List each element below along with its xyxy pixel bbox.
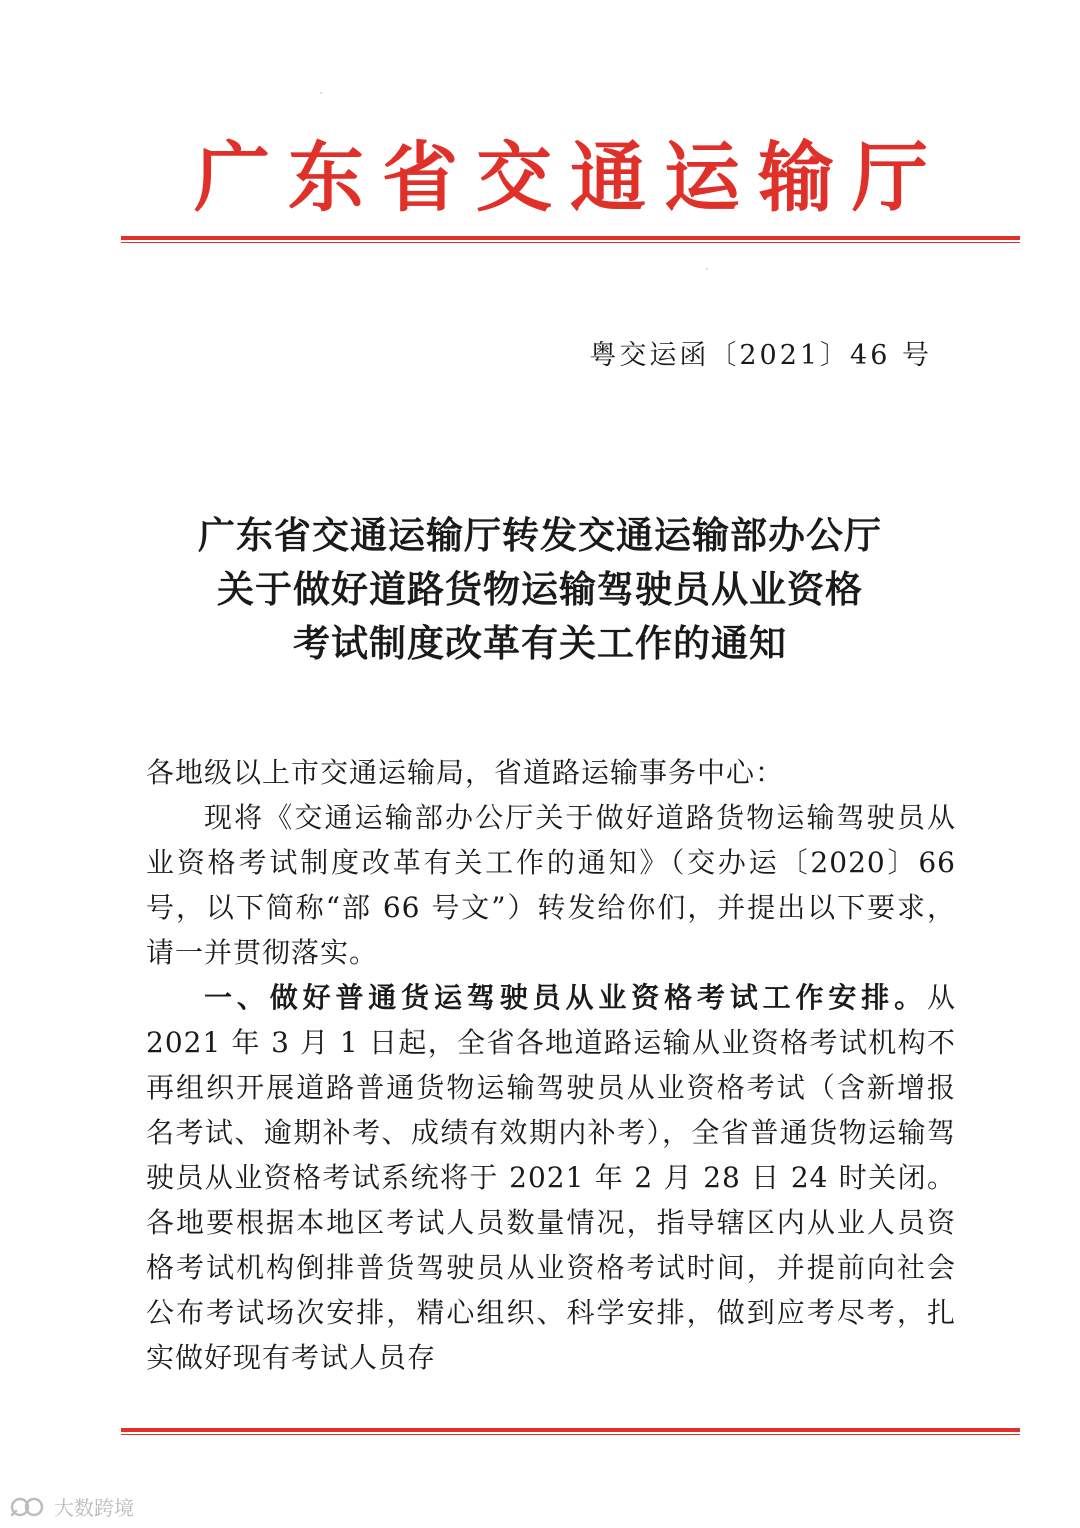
header-red-rule-thin (121, 242, 1020, 243)
scan-speck (706, 268, 708, 270)
document-title (140, 508, 940, 670)
header-red-rule (121, 236, 1020, 244)
paragraph-1: 现将《交通运输部办公厅关于做好道路货物运输驾驶员从业资格考试制度改革有关工作的通知》（交办运〔2020〕66 号，以下简称“部 66 号文”）转发给你们，并提出以下要求，请一并贯彻落实。 (146, 801, 956, 969)
section-1-text: 从 2021 年 3 月 1 日起，全省各地道路运输从业资格考试机构不再组织开展道路普通货物运输驾驶员从业资格考试（含新增报名考试、逾期补考、成绩有效期内补考），全省普通货物运输驾驶员从业资格考试系统将于 2021 年 2 月 28 日 24 时关闭。各地要根据本地区考试人员数量情况，指导辖区内从业人员资格考试机构倒排普货驾驶员从业资格考试时间，并提前向社会公布考试场次安排，精心组织、科学安排，做到应考尽考，扎实做好现有考试人员存 (146, 981, 956, 1374)
footer-red-rule-thick (121, 1428, 1020, 1432)
watermark-logo-icon (8, 1495, 48, 1519)
section-1-heading: 一、做好普通货运驾驶员从业资格考试工作安排。 (204, 981, 927, 1014)
title-line-2: 关于做好道路货物运输驾驶员从业资格 (217, 567, 863, 611)
salutation: 各地级以上市交通运输局，省道路运输事务中心： (146, 756, 785, 789)
header-red-rule-thick (121, 236, 1020, 240)
watermark (8, 1492, 134, 1521)
footer-red-rule (121, 1428, 1020, 1436)
issuing-organization-header: 广东省交通运输厅 (194, 133, 946, 222)
title-line-1: 广东省交通运输厅转发交通运输部办公厅 (198, 513, 882, 557)
document-body (146, 750, 956, 1380)
footer-red-rule-thin (121, 1434, 1020, 1435)
title-line-3: 考试制度改革有关工作的通知 (293, 621, 787, 665)
section-1-paragraph (146, 975, 956, 1380)
document-number: 粤交运函〔2021〕46 号 (589, 340, 932, 371)
scan-speck (320, 92, 322, 94)
watermark-text: 大数跨境 (54, 1496, 134, 1520)
